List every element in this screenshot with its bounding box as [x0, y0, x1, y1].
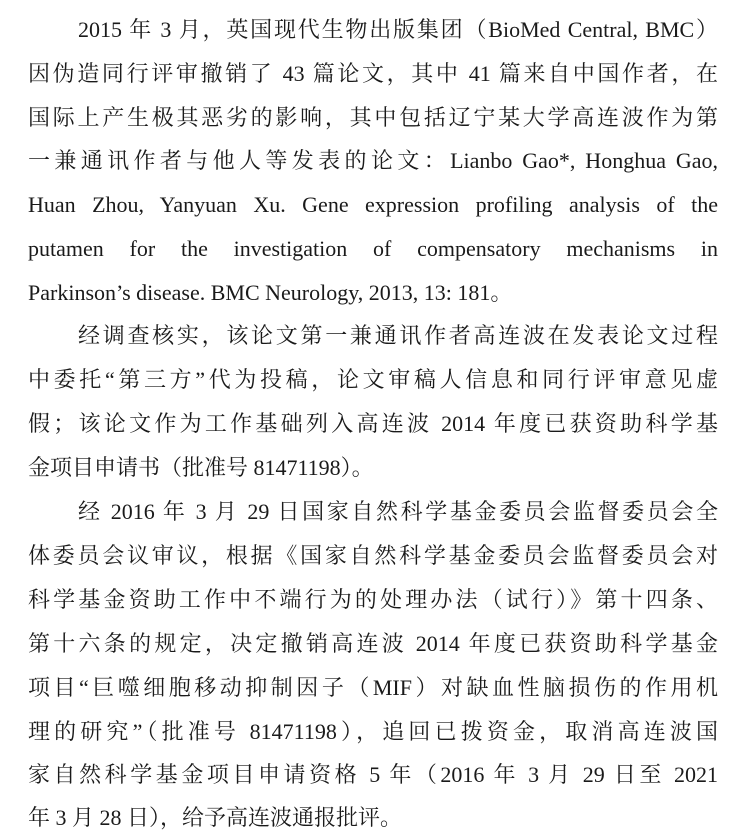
- paragraph-3-line-5: 项目“巨噬细胞移动抑制因子（MIF）对缺血性脑损伤的作用机: [28, 675, 718, 700]
- paragraph-1-line-7: Parkinson’s disease. BMC Neurology, 2013, 13: 181。: [28, 280, 513, 305]
- paragraph-3-line-1: 经 2016 年 3 月 29 日国家自然科学基金委员会监督委员会全: [78, 499, 718, 524]
- paragraph-2-line-4: 金项目申请书（批准号 81471198）。: [28, 455, 374, 480]
- paragraph-1-line-3: 国际上产生极其恶劣的影响，其中包括辽宁某大学高连波作为第: [28, 105, 718, 130]
- paragraph-3-line-3: 科学基金资助工作中不端行为的处理办法（试行）》第十四条、: [28, 587, 718, 612]
- paragraph-2-line-2: 中委托“第三方”代为投稿，论文审稿人信息和同行评审意见虚: [28, 367, 718, 392]
- paragraph-3-line-8: 年 3 月 28 日），给予高连波通报批评。: [28, 805, 403, 830]
- paragraph-1-line-4: 一兼通讯作者与他人等发表的论文：Lianbo Gao*, Honghua Gao,: [28, 148, 718, 173]
- paragraph-3-line-2: 体委员会议审议，根据《国家自然科学基金委员会监督委员会对: [28, 543, 718, 568]
- paragraph-3-line-6: 理的研究”（批准号 81471198），追回已拨资金，取消高连波国: [28, 719, 718, 744]
- paragraph-1-line-6: putamen for the investigation of compensatory mechanisms in: [28, 236, 718, 261]
- paragraph-3-line-4: 第十六条的规定，决定撤销高连波 2014 年度已获资助科学基金: [28, 631, 718, 656]
- paragraph-3-line-7: 家自然科学基金项目申请资格 5 年（2016 年 3 月 29 日至 2021: [28, 762, 718, 787]
- paragraph-1-line-5: Huan Zhou, Yanyuan Xu. Gene expression profiling analysis of the: [28, 192, 718, 217]
- paragraph-2-line-1: 经调查核实，该论文第一兼通讯作者高连波在发表论文过程: [78, 323, 718, 348]
- paragraph-2-line-3: 假；该论文作为工作基础列入高连波 2014 年度已获资助科学基: [28, 411, 718, 436]
- paragraph-1-line-1: 2015 年 3 月，英国现代生物出版集团（BioMed Central, BMC）: [78, 17, 718, 42]
- paragraph-1-line-2: 因伪造同行评审撤销了 43 篇论文，其中 41 篇来自中国作者，在: [28, 61, 718, 86]
